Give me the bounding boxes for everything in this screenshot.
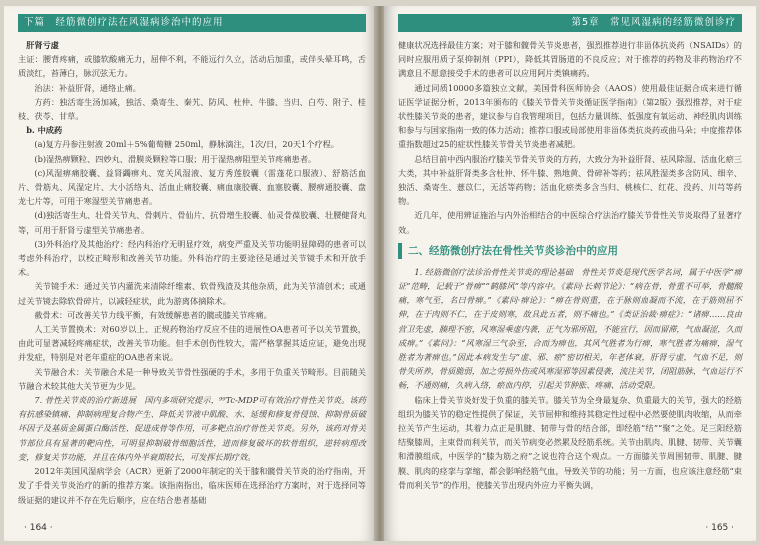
paragraph: 主证：腰背疼痛，或膝软酸痛无力，屈伸不利，不能远行久立，活动后加重，或伴头晕耳鸣，舌质淡红，苔薄白，脉沉弦无力。 (18, 54, 366, 79)
paragraph: 方药：独活寄生汤加减，独活、桑寄生、秦艽、防风、杜仲、牛膝、当归、白芍、附子、桂枝、茯苓、甘草。 (18, 96, 366, 122)
paragraph: 近几年，使用辨证施治与内外治相结合的中医综合疗法治疗膝关节骨性关节炎取得了显著疗效。 (398, 210, 742, 235)
paragraph: (3)外科治疗及其他治疗：经内科治疗无明显疗效，病变严重及关节功能明显障碍的患者可以考虑外科治疗，以校正畸形和改善关节功能。外科治疗的主要途径是通过关节镜手术和开放手术。 (18, 238, 366, 278)
paragraph: 总结目前中西内服治疗膝关节骨关节炎的方药，大致分为补益肝肾、祛风除湿、活血化瘀三大类，其中补益肝肾类多含杜仲、怀牛膝、熟地黄、骨碎补等药；祛风胜湿类多含防风、细辛、独活、桑寄生、薏苡仁，无活等药物；活血化瘀类多含当归、桃核仁、红花、没药、川芎等药物。 (398, 153, 742, 207)
paragraph: (d)独活寄生丸、壮骨关节丸、骨刺片、骨仙片、抗骨增生胶囊、仙灵骨葆胶囊、壮腰健肾丸等，可用于肝肾亏虚型关节痛患者。 (18, 210, 366, 235)
paragraph: 临床上骨关节炎好发于负重的膝关节。膝关节为全身最复杂、负重最大的关节，强大的经筋组织为膝关节的稳定性提供了保证，关节屈伸和维持其稳定性过程中必然要使肌肉收缩，从而牵拉关节产生运动，其着力点正是肌腱、韧带与骨的结合部，即经筋“结”“聚”之处。足三阳经筋结聚膝周，主束骨而利关节，而关节病变必然累及经筋系统。关节由肌肉、肌腱、韧带、关节囊和滑膜组成，中医学的“膝为筋之府”之说也符合这个观点。一方面膝关节周围韧带、肌腱、腱膜、肌肉的痉挛与挛缩，都会影响经筋气血，导致关节的功能；另一方面，也应该注意经筋“束骨而利关节”的作用，使膝关节出现内外应力平衡失调， (398, 394, 742, 490)
right-page (384, 6, 756, 541)
paragraph: b. 中成药 (26, 125, 63, 136)
right-page-body-bottom (398, 265, 742, 492)
right-running-header: 第5章 常见风湿病的经筋微创诊疗 (398, 14, 742, 32)
paragraph: 通过同质10000多篇独立文献，美国骨科医师协会（AAOS）使用最佳证据合成来进行循证医学证据分析，2013年颁布的《膝关节骨关节炎循证医学指南》（第2版）强烈推荐，对于症状性膝关节炎的患者，建议参与自我管理项目，包括力量训练、低强度有氧运动、神经肌肉训练和参与与国家指南一致的体力活动；推荐口服或局部使用非甾体类抗炎药或曲马朵；中度推荐体重指数超过25的症状性膝关节骨关节炎患者减肥。 (398, 82, 742, 150)
paragraph: 关节融合术：关节融合术是一种导致关节骨性强硬的手术，多用于负重关节畸形。目前随关节融合术较其他大关节更为少见。 (18, 366, 366, 391)
section-heading: 二、经筋微创疗法在骨性关节炎诊治中的应用 (398, 243, 742, 259)
paragraph: 治法：补益肝肾，通络止痛。 (34, 82, 141, 93)
paragraph: 7. 骨性关节炎的治疗新进展 国内多项研究提示，⁹⁹Tc-MDP可有效治疗骨性关节炎。该药有抗感染镇痛、抑制病理复合物产生、降低关节液中肌酸、水、延缓和修复骨侵蚀、抑制骨质破坏因子及基质金属蛋白酶活性、促进成骨等作用，可多靶点治疗骨性关节炎。另外，该药对骨关节部位具有显著的靶向性，可明显抑制破骨细胞活性，进而修复破坏的软骨组织，逆转病理改变，修复关节功能，并且在体内外半衰期较长，可发挥长期疗效。 (18, 395, 366, 462)
right-page-number: · 165 · (705, 523, 734, 533)
paragraph: 健康状况选择最佳方案；对于膝和髋骨关节炎患者，强烈推荐进行非甾体抗炎药（NSAIDs）的同时应服用质子泵抑制剂（PPI），降低其胃肠道的不良反应；对于推荐的药物及非药物治疗不满意且不愿意接受手术的患者可以应用阿片类镇痛药。 (398, 40, 742, 79)
paragraph: (b)湿热痹颗粒、四妙丸、滑膜炎颗粒等口服；用于湿热痹阻型关节疼痛患者。 (34, 153, 317, 164)
left-page-body (18, 38, 366, 507)
paragraph: (c)风湿痹痛胶囊、益肾蠲痹丸、宽关风湿液、复方秀莲胶囊（雷蓬花口服液）、舒筋活血片、骨筋丸、风湿定片、大小活络丸、活血止痛胶囊、痛血康胶囊、血塞胶囊、腰痹通胶囊、盘龙七片等，可用于寒湿型关节痛患者。 (18, 167, 366, 207)
paragraph: 1. 经筋微创疗法诊治骨性关节炎的理论基础 骨性关节炎是现代医学名词，属于中医学“痹证”范畴，记载于“骨痹”“鹤膝风”等内容中。《素问·长刺节论》：“病在骨，骨重不可举，骨髓酸痛，寒气至，名曰骨痹。”《素问·痹论》：“痹在骨则重，在于脉则血凝而不流，在于筋则屈不伸，在于肉则不仁，在于皮则寒，故具此五者，则不痛也。”《类证治裁·痹症》：“诸痹……良由营卫先虚，腠理不密，风寒湿乘虚内袭，正气为邪所阻，不能宣行，因而留滞，气血凝涩，久而成痹。”《素问》：“风寒湿三气杂至，合而为痹也，其风气胜者为行痹，寒气胜者为痛痹，湿气胜者为著痹也。”因此本病发生与“虚、邪、瘀”密切相关，年老体衰，肝肾亏虚，气血不足，则骨失所养，骨质脆弱，加之劳损外伤或风寒湿邪等因素侵袭，流注关节，闭阻筋脉，气血运行不畅，不通则痛，久病入络，瘀血内停，引起关节肿胀、疼痛、活动受限。 (398, 266, 742, 391)
paragraph: 人工关节置换术：对60岁以上、正规药物治疗反应不佳的进展性OA患者可予以关节置换，由此可显著减轻疼痛症状，改善关节功能。但手术创伤性较大，需严格掌握其适应证，避免出现并发症，特别是对老年重症的OA患者来说。 (18, 324, 366, 363)
paragraph: 关节镜手术：通过关节内灌洗来清除纤维素、软骨残渣及其他杂质，此为关节清创术；或通过关节镜去除软骨碎片，以减轻症状，此为游离体摘除术。 (18, 281, 366, 306)
left-running-header: 下篇 经筋微创疗法在风湿病诊治中的应用 (18, 14, 366, 32)
paragraph: 肝肾亏虚 (26, 40, 59, 50)
left-page-number: · 164 · (24, 523, 53, 533)
paragraph: (a)复方丹参注射液 20ml＋5%葡萄糖 250ml，静脉滴注，1次/日，20天1个疗程。 (34, 139, 339, 150)
right-page-body-top (398, 38, 742, 237)
left-page (4, 6, 376, 541)
paragraph: 截骨术：可改善关节力线平衡，有效缓解患者的髋或膝关节疼痛。 (34, 309, 272, 320)
paragraph: 2012年美国风湿病学会（ACR）更新了2000年制定的关于膝和髋骨关节炎的治疗指南，开发了手骨关节炎治疗的新的推荐方案。该指南指出，临床医师在选择治疗方案时，对于选择同等级证据的建议并不存在先后顺序，应在结合患者基础 (18, 466, 366, 505)
